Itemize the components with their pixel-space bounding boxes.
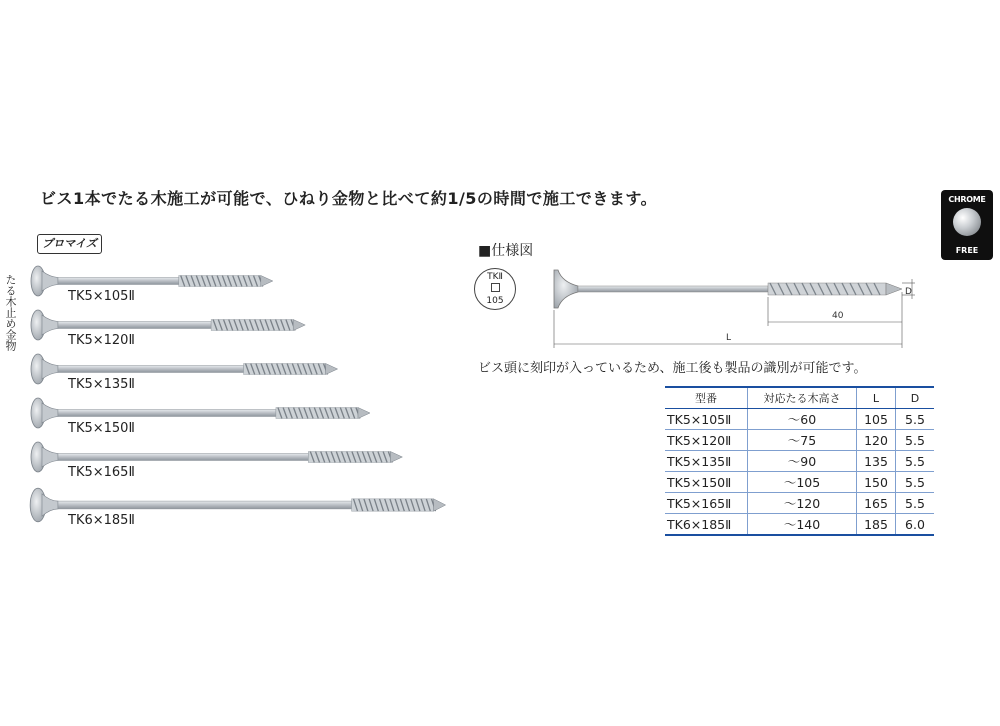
stamp-line1: TKⅡ	[487, 272, 503, 282]
cell-length: 105	[857, 409, 896, 430]
cell-model: TK5×150Ⅱ	[665, 472, 748, 493]
col-header-diameter: D	[896, 387, 935, 409]
screw-model-label: TK5×135Ⅱ	[68, 377, 135, 392]
cell-rafter-height: 〜120	[748, 493, 857, 514]
spec-diagram-title: ■仕様図	[478, 243, 534, 259]
cell-rafter-height: 〜75	[748, 430, 857, 451]
cell-length: 185	[857, 514, 896, 536]
vertical-category-label: たる木止め金物	[4, 274, 17, 351]
cell-model: TK5×165Ⅱ	[665, 493, 748, 514]
cell-diameter: 5.5	[896, 451, 935, 472]
cell-diameter: 5.5	[896, 409, 935, 430]
cell-model: TK6×185Ⅱ	[665, 514, 748, 536]
cell-rafter-height: 〜60	[748, 409, 857, 430]
brand-badge: プロマイズ	[37, 234, 102, 254]
cell-length: 120	[857, 430, 896, 451]
cell-diameter: 5.5	[896, 430, 935, 451]
diagram-screw-thread	[768, 283, 902, 295]
cell-diameter: 5.5	[896, 472, 935, 493]
cell-rafter-height: 〜90	[748, 451, 857, 472]
spec-table-header-row	[665, 387, 934, 409]
col-header-rafter-height: 対応たる木高さ	[748, 387, 857, 409]
stamp-square-icon	[491, 283, 500, 292]
stamp-line2: 105	[486, 296, 504, 306]
chrome-badge-top-text: CHROME	[948, 195, 986, 204]
screw-model-label: TK5×165Ⅱ	[68, 465, 135, 480]
table-row	[665, 409, 934, 430]
diagram-screw-shank	[578, 286, 768, 292]
headline: ビス1本でたる木施工が可能で、ひねり金物と比べて約1/5の時間で施工できます。	[40, 189, 658, 208]
cell-length: 165	[857, 493, 896, 514]
table-row	[665, 493, 934, 514]
diagram-label-thread: 40	[832, 311, 844, 321]
screw-model-label: TK5×120Ⅱ	[68, 333, 135, 348]
table-row	[665, 472, 934, 493]
cell-length: 135	[857, 451, 896, 472]
chrome-badge-bottom-text: FREE	[955, 246, 979, 255]
spec-table	[665, 386, 934, 536]
cell-diameter: 5.5	[896, 493, 935, 514]
cell-length: 150	[857, 472, 896, 493]
spec-dimension-diagram	[540, 262, 930, 352]
diagram-screw-head	[554, 270, 578, 308]
cell-rafter-height: 〜105	[748, 472, 857, 493]
table-row	[665, 430, 934, 451]
cell-model: TK5×120Ⅱ	[665, 430, 748, 451]
screw-model-label: TK6×185Ⅱ	[68, 513, 135, 528]
screw-model-label: TK5×105Ⅱ	[68, 289, 135, 304]
head-stamp-icon	[474, 268, 516, 310]
col-header-model: 型番	[665, 387, 748, 409]
diagram-label-d: D	[905, 287, 912, 297]
screw-model-label: TK5×150Ⅱ	[68, 421, 135, 436]
cell-model: TK5×135Ⅱ	[665, 451, 748, 472]
chrome-free-badge	[941, 190, 993, 260]
cell-model: TK5×105Ⅱ	[665, 409, 748, 430]
cell-rafter-height: 〜140	[748, 514, 857, 536]
chrome-ball-icon	[953, 208, 981, 236]
col-header-length: L	[857, 387, 896, 409]
stamp-note: ビス頭に刻印が入っているため、施工後も製品の識別が可能です。	[478, 361, 867, 376]
diagram-label-l: L	[726, 333, 732, 343]
cell-diameter: 6.0	[896, 514, 935, 536]
table-row	[665, 514, 934, 536]
table-row	[665, 451, 934, 472]
